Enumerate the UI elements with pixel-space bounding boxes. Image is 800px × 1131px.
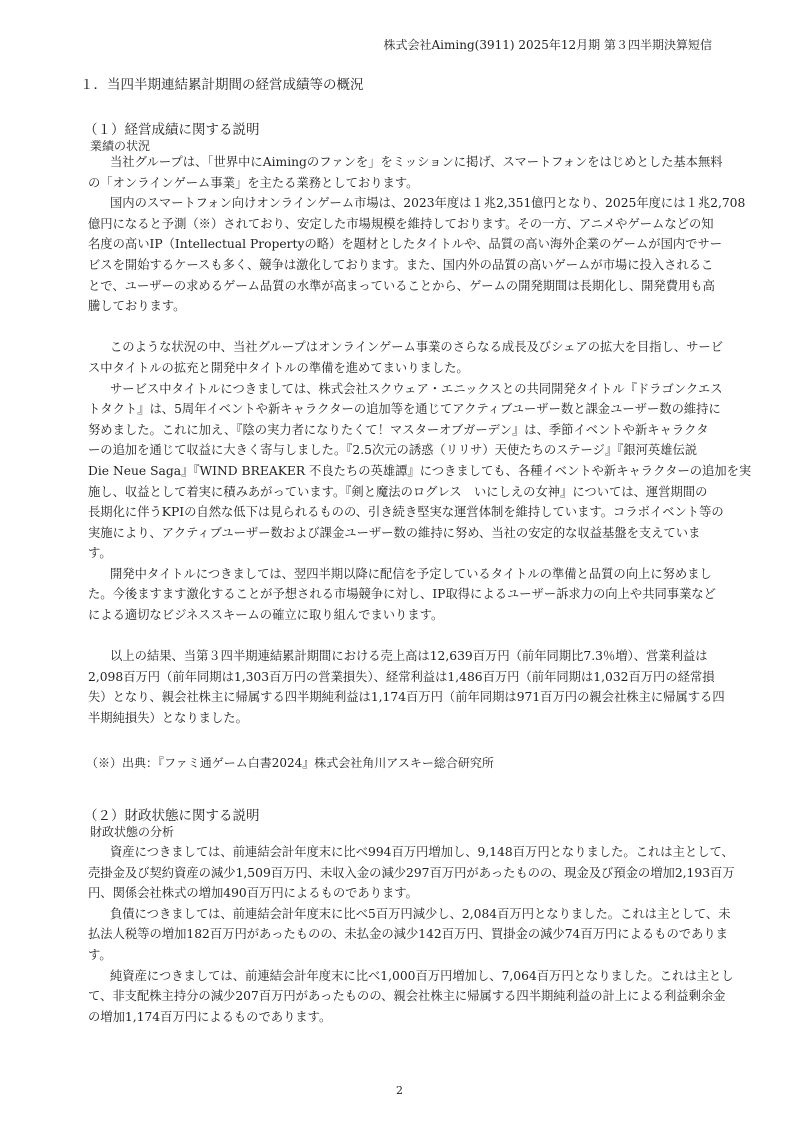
text-line: ス中タイトルの拡充と開発中タイトルの準備を進めてまいりました。	[88, 360, 469, 375]
paragraph	[88, 904, 731, 966]
text-line: 資産につきましては、前連結会計年度末に比べ994百万円増加し、9,148百万円となりました。これは主として、	[110, 845, 734, 859]
text-line: トタクト』は、5周年イベントや新キャラクターの追加等を通じてアクティブユーザー数と課金ユーザー数の維持に	[88, 402, 721, 417]
text-line: 失）となり、親会社株主に帰属する四半期純利益は1,174百万円（前年同期は971百万円の親会社株主に帰属する四	[88, 690, 725, 705]
text-line: 当社グループは、「世界中にAimingのファンを」をミッションに掲げ、スマートフォンをはじめとした基本無料	[110, 155, 723, 169]
text-line: た。今後ますます激化することが予想される市場競争に対し、IP取得によるユーザー訴求力の向上や共同事業など	[88, 587, 716, 602]
paragraph-spacer	[88, 626, 712, 647]
text-line: 騰しております。	[88, 299, 186, 314]
paragraph	[88, 379, 752, 564]
text-line: 努めました。これに加え、『陰の実力者になりたくて！マスターオブガーデン』は、季節イベントや新キャラクタ	[88, 422, 709, 437]
paragraph	[88, 842, 735, 904]
text-line: 開発中タイトルにつきましては、翌四半期以降に配信を予定しているタイトルの準備と品質の向上に努めまし	[110, 566, 712, 581]
text-line: 純資産につきましては、前連結会計年度末に比べ1,000百万円増加し、7,064百万円となりました。これは主とし	[110, 968, 734, 983]
paragraph	[88, 337, 724, 378]
document-header: 株式会社Aiming(3911) 2025年12月期 第３四半期決算短信	[383, 38, 712, 52]
subsection-title-operating-results: （１）経営成績に関する説明	[84, 122, 260, 138]
text-line: 以上の結果、当第３四半期連結累計期間における売上高は12,639百万円（前年同期比7.3％増）、営業利益は	[110, 649, 708, 664]
text-line: Die Neue Saga』『WIND BREAKER 不良たちの英雄譚』につきましても、各種イベントや新キャラクターの追加を実	[88, 463, 752, 478]
text-line: 億円になると予測（※）されており、安定した市場規模を維持しております。その一方、アニメやゲームなどの知	[88, 216, 714, 231]
paragraph	[88, 152, 723, 193]
text-line: す。	[88, 947, 112, 962]
section-title: １．当四半期連結累計期間の経営成績等の概況	[80, 77, 364, 93]
footnote-source: （※）出典：『ファミ通ゲーム白書2024』株式会社角川アスキー総合研究所	[86, 756, 494, 770]
paragraph-spacer	[88, 317, 712, 338]
subheading-financial-analysis: 財政状態の分析	[90, 825, 175, 839]
paragraph	[88, 564, 716, 626]
text-line: の「オンラインゲーム事業」を主たる業務としております。	[88, 175, 419, 190]
text-line: とで、ユーザーの求めるゲーム品質の水準が高まっていることから、ゲームの開発期間は長期化し、開発費用も高	[88, 278, 715, 293]
text-line: 施し、収益として着実に積みあがっています。『剣と魔法のログレス いにしえの女神』については、運営期間の	[88, 484, 708, 499]
page-number: 2	[396, 1084, 403, 1097]
text-line: 半期純損失）となりました。	[88, 711, 248, 726]
text-line: 負債につきましては、前連結会計年度末に比べ5百万円減少し、2,084百万円となりました。これは主として、未	[110, 906, 731, 921]
text-line: 名度の高いIP（Intellectual Propertyの略）を題材としたタイトルや、品質の高い海外企業のゲームが国内でサー	[88, 237, 723, 252]
text-line: 長期化に伴うKPIの自然な低下は見られるものの、引き続き堅実な運営体制を維持しています。コラボイベント等の	[88, 505, 724, 520]
subsection-title-financial-position: （２）財政状態に関する説明	[84, 808, 260, 824]
text-line: による適切なビジネススキームの確立に取り組んでまいります。	[88, 608, 444, 623]
text-line: 国内のスマートフォン向けオンラインゲーム市場は、2023年度は１兆2,351億円となり、2025年度には１兆2,708	[110, 196, 746, 211]
text-line: 払法人税等の増加182百万円があったものの、未払金の減少142百万円、買掛金の減少74百万円によるものでありま	[88, 927, 728, 942]
paragraph	[88, 193, 746, 317]
subheading-business-status: 業績の状況	[90, 139, 151, 153]
text-line: て、非支配株主持分の減少207百万円があったものの、親会社株主に帰属する四半期純利益の計上による利益剰余金	[88, 989, 726, 1004]
text-line: ビスを開始するケースも多く、競争は激化しております。また、国内外の品質の高いゲームが市場に投入されるこ	[88, 257, 714, 272]
operating-results-body	[88, 152, 752, 729]
text-line: す。	[88, 546, 112, 561]
text-line: このような状況の中、当社グループはオンラインゲーム事業のさらなる成長及びシェアの拡大を目指し、サービ	[110, 340, 724, 355]
text-line: サービス中タイトルにつきましては、株式会社スクウェア・エニックスとの共同開発タイトル『ドラゴンクエス	[110, 381, 723, 396]
text-line: の増加1,174百万円によるものであります。	[88, 1009, 332, 1024]
paragraph	[88, 646, 725, 728]
financial-position-body	[88, 842, 735, 1027]
text-line: 2,098百万円（前年同期は1,303百万円の営業損失）、経常利益は1,486百万円（前年同期は1,032百万円の経常損	[88, 669, 715, 684]
text-line: 実施により、アクティブユーザー数および課金ユーザー数の維持に努め、当社の安定的な収益基盤を支えていま	[88, 525, 701, 540]
text-line: 売掛金及び契約資産の減少1,509百万円、未収入金の減少297百万円があったものの、現金及び預金の増加2,193百万	[88, 865, 735, 880]
text-line: ーの追加を通じて収益に大きく寄与しました。『2.5次元の誘惑（リリサ）天使たちのステージ』『銀河英雄伝説	[88, 443, 698, 458]
text-line: 円、関係会社株式の増加490百万円によるものであります。	[88, 886, 418, 901]
paragraph	[88, 966, 734, 1028]
